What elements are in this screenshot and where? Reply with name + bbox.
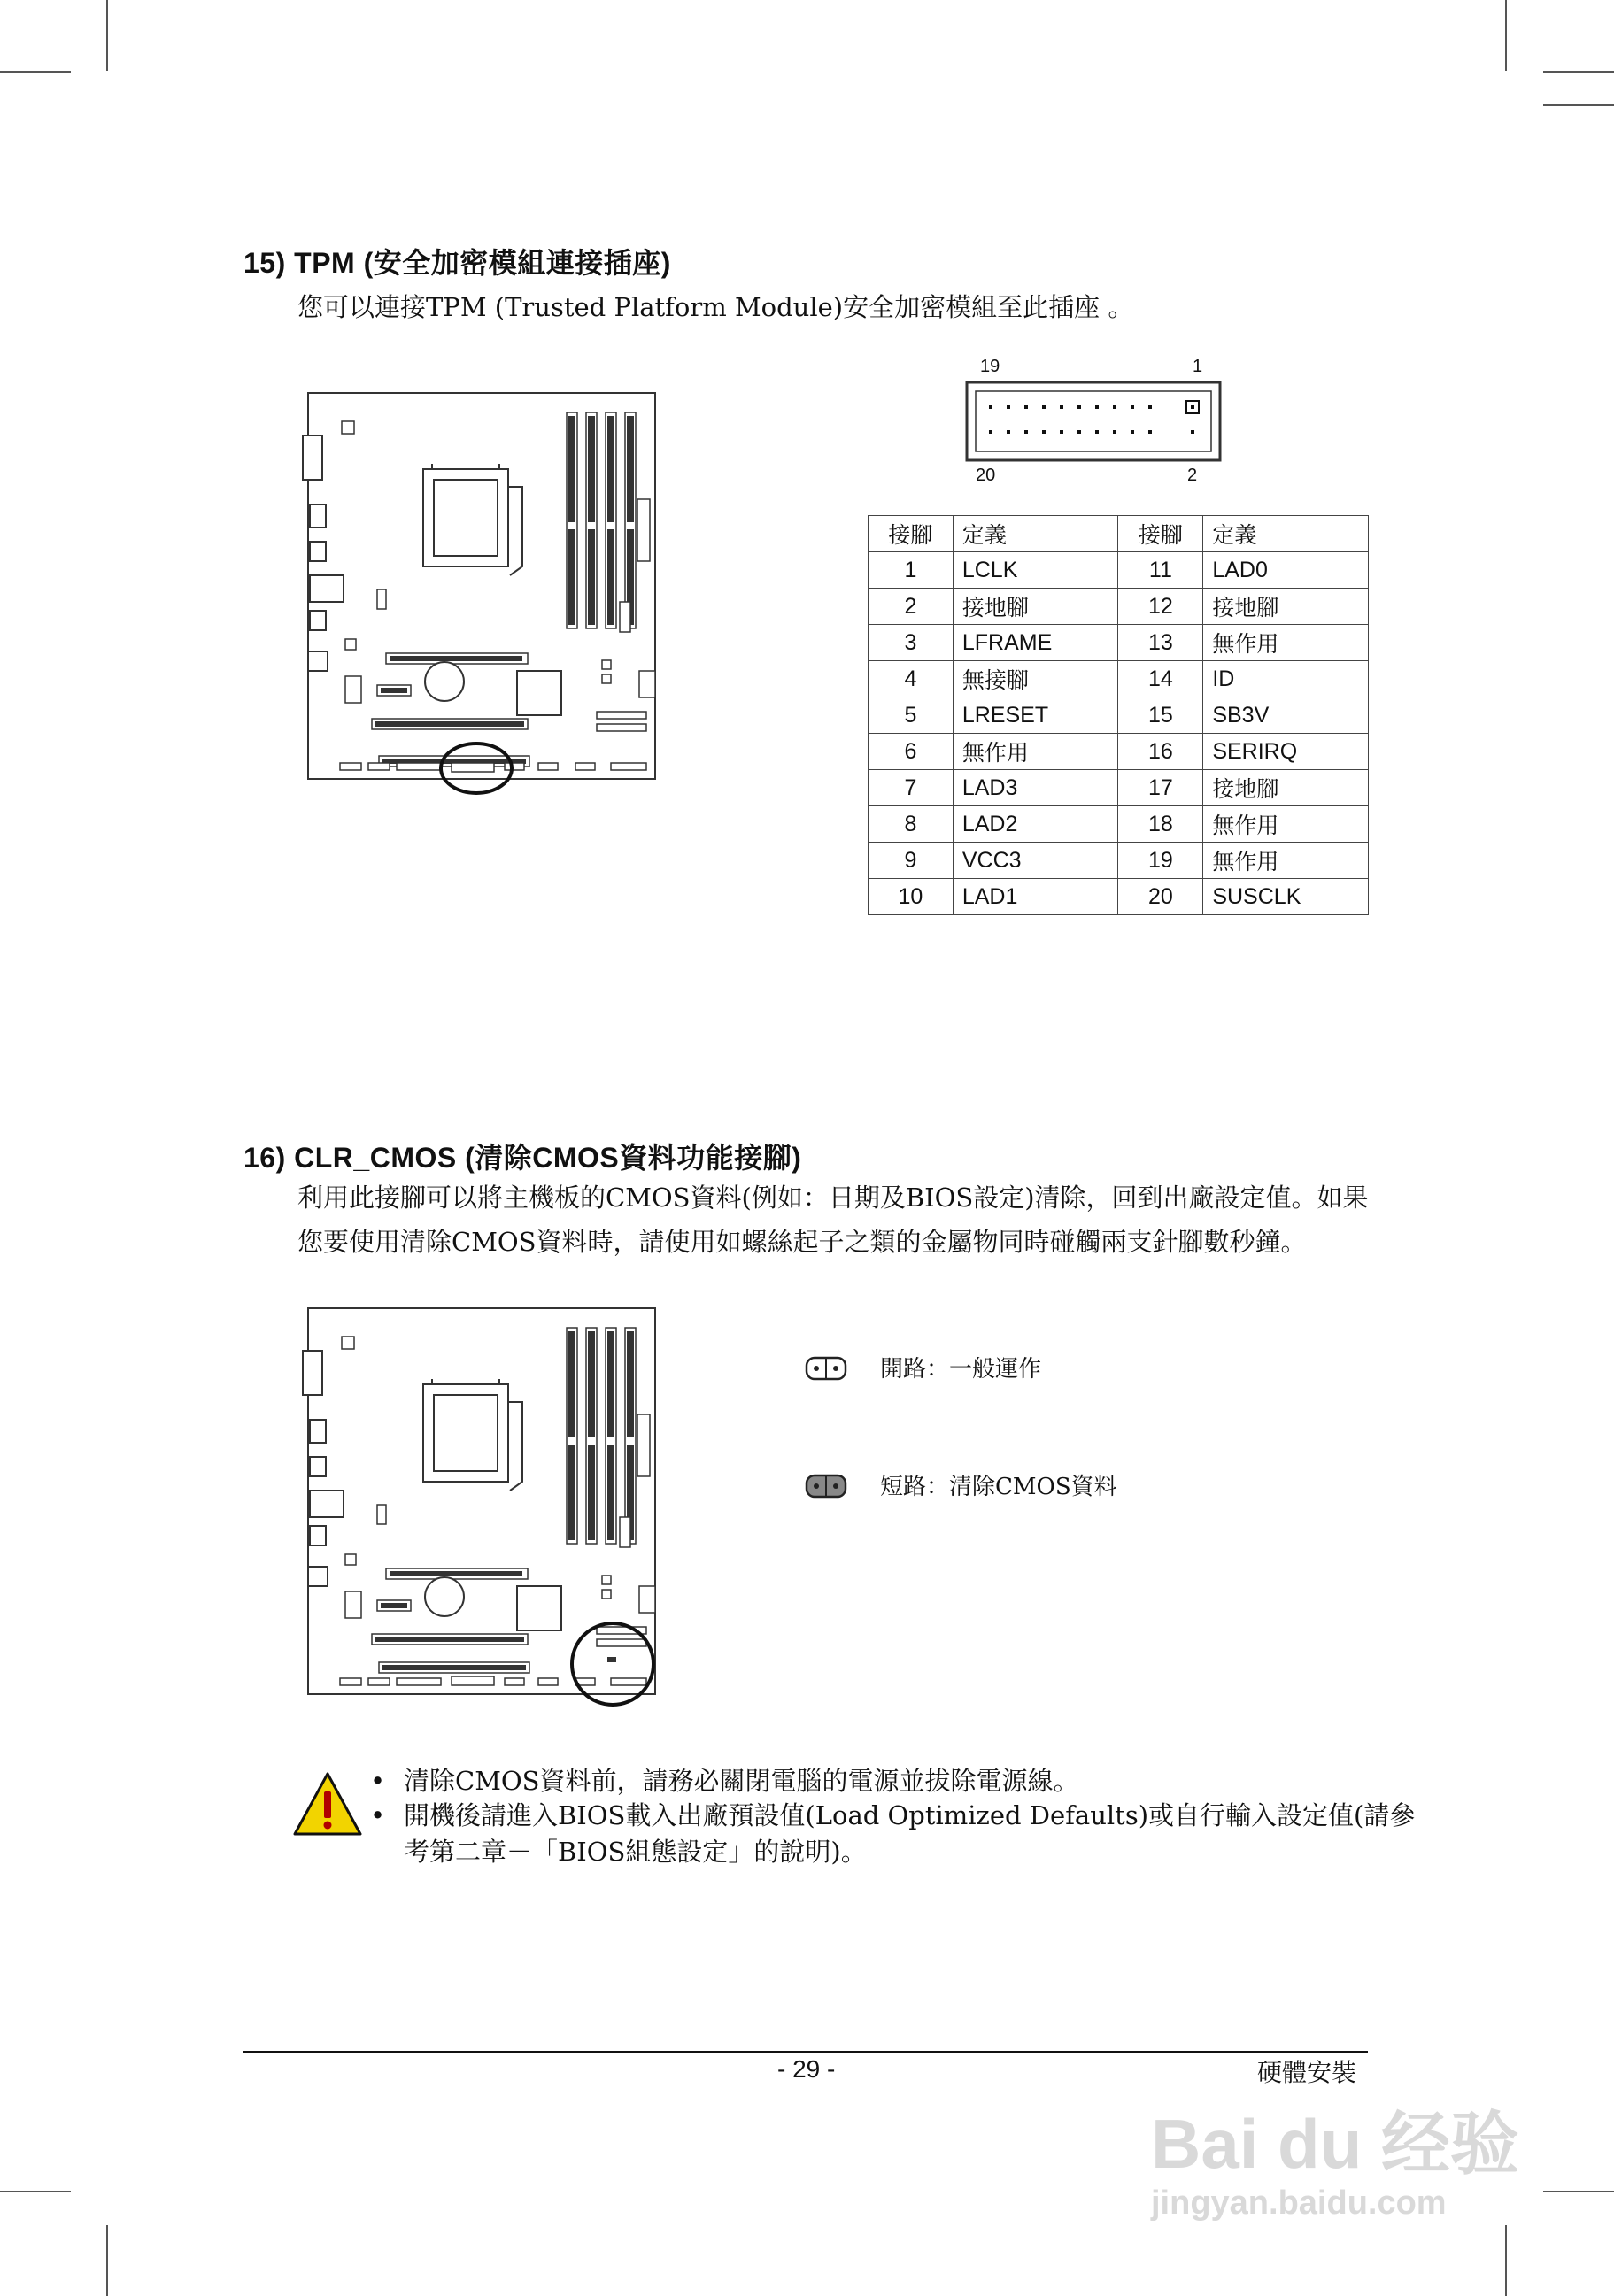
pin-label-20: 20 (976, 466, 996, 485)
pin-label-19: 19 (980, 357, 1000, 376)
table-cell: 8 (869, 806, 954, 843)
table-cell: ID (1203, 661, 1369, 697)
clr-cmos-section-title: 16) CLR_CMOS (清除CMOS資料功能接腳) (243, 1142, 802, 1174)
jumper-short-icon (805, 1473, 847, 1499)
table-cell: SERIRQ (1203, 734, 1369, 770)
table-cell: 14 (1118, 661, 1203, 697)
table-cell: 12 (1118, 589, 1203, 625)
warning-item-2-line1: 開機後請進入BIOS載入出廠預設值(Load Optimized Defaults)或自行輸入設定值(請參 (404, 1800, 1416, 1830)
table-cell: 無作用 (1203, 843, 1369, 879)
table-cell: 2 (869, 589, 954, 625)
table-header-cell: 接腳 (869, 516, 954, 552)
table-row (869, 589, 1369, 625)
watermark-logo: Bai du 经验 (1151, 2105, 1520, 2183)
crop-mark (1505, 2225, 1507, 2296)
crop-mark (1505, 0, 1507, 71)
table-row (869, 770, 1369, 806)
crop-mark (0, 2191, 71, 2192)
footer-rule (243, 2051, 1368, 2053)
crop-mark (1543, 104, 1614, 106)
table-cell: 18 (1118, 806, 1203, 843)
warning-item-1: 清除CMOS資料前，請務必關閉電腦的電源並拔除電源線。 (404, 1766, 1079, 1796)
crop-mark (106, 0, 108, 71)
tpm-section-title: 15) TPM (安全加密模組連接插座) (243, 247, 671, 279)
table-cell: 4 (869, 661, 954, 697)
table-cell: 15 (1118, 697, 1203, 734)
table-cell: 接地腳 (1203, 770, 1369, 806)
pin-label-2: 2 (1187, 466, 1198, 485)
table-cell: 無作用 (1203, 806, 1369, 843)
table-header-cell: 定義 (1203, 516, 1369, 552)
motherboard-diagram-clr-cmos (301, 1305, 664, 1712)
table-cell: 17 (1118, 770, 1203, 806)
table-cell: 20 (1118, 879, 1203, 915)
crop-mark (1543, 71, 1614, 73)
table-cell: 1 (869, 552, 954, 589)
table-row (869, 843, 1369, 879)
table-cell: SUSCLK (1203, 879, 1369, 915)
table-cell: 6 (869, 734, 954, 770)
table-row (869, 552, 1369, 589)
table-row (869, 661, 1369, 697)
crop-mark (1543, 2191, 1614, 2192)
legend-short-text: 短路：清除CMOS資料 (880, 1474, 1117, 1500)
table-cell: 7 (869, 770, 954, 806)
table-cell: 16 (1118, 734, 1203, 770)
table-cell: 13 (1118, 625, 1203, 661)
table-cell: 接地腳 (1203, 589, 1369, 625)
warning-bullet: • (370, 1766, 386, 1796)
table-row (869, 879, 1369, 915)
tpm-pin-table (868, 515, 1369, 915)
table-cell: 10 (869, 879, 954, 915)
legend-open-text: 開路：一般運作 (880, 1356, 1042, 1383)
table-cell: 無作用 (1203, 625, 1369, 661)
table-cell: 19 (1118, 843, 1203, 879)
table-cell: 無作用 (953, 734, 1118, 770)
motherboard-diagram-tpm (301, 389, 664, 797)
table-cell: SB3V (1203, 697, 1369, 734)
warning-item-2-line2: 考第二章－「BIOS組態設定」的說明)。 (404, 1837, 867, 1867)
table-row (869, 625, 1369, 661)
jumper-open-icon (805, 1355, 847, 1382)
table-cell: LAD1 (953, 879, 1118, 915)
table-header-cell: 定義 (953, 516, 1118, 552)
crop-mark (106, 2225, 108, 2296)
table-cell: 3 (869, 625, 954, 661)
table-row (869, 697, 1369, 734)
table-header-row (869, 516, 1369, 552)
table-cell: 無接腳 (953, 661, 1118, 697)
clr-cmos-description-line2: 您要使用清除CMOS資料時，請使用如螺絲起子之類的金屬物同時碰觸兩支針腳數秒鐘。 (297, 1227, 1307, 1257)
table-cell: LAD3 (953, 770, 1118, 806)
table-cell: LAD0 (1203, 552, 1369, 589)
table-cell: LRESET (953, 697, 1118, 734)
table-cell: LCLK (953, 552, 1118, 589)
footer-section-label: 硬體安裝 (1257, 2058, 1357, 2087)
table-cell: 11 (1118, 552, 1203, 589)
tpm-description: 您可以連接TPM (Trusted Platform Module)安全加密模組至此插座 。 (297, 292, 1134, 322)
table-row (869, 806, 1369, 843)
tpm-header-diagram (965, 381, 1222, 462)
table-cell: 接地腳 (953, 589, 1118, 625)
crop-mark (0, 71, 71, 73)
pin-label-1: 1 (1193, 357, 1203, 376)
table-cell: LAD2 (953, 806, 1118, 843)
table-cell: 9 (869, 843, 954, 879)
table-cell: 5 (869, 697, 954, 734)
page-number: - 29 - (777, 2055, 836, 2083)
table-cell: VCC3 (953, 843, 1118, 879)
clr-cmos-description-line1: 利用此接腳可以將主機板的CMOS資料(例如：日期及BIOS設定)清除，回到出廠設定值。如果 (297, 1183, 1369, 1213)
table-header-cell: 接腳 (1118, 516, 1203, 552)
table-cell: LFRAME (953, 625, 1118, 661)
table-row (869, 734, 1369, 770)
warning-icon (292, 1770, 363, 1838)
warning-bullet: • (370, 1800, 386, 1830)
watermark-url: jingyan.baidu.com (1151, 2184, 1447, 2222)
